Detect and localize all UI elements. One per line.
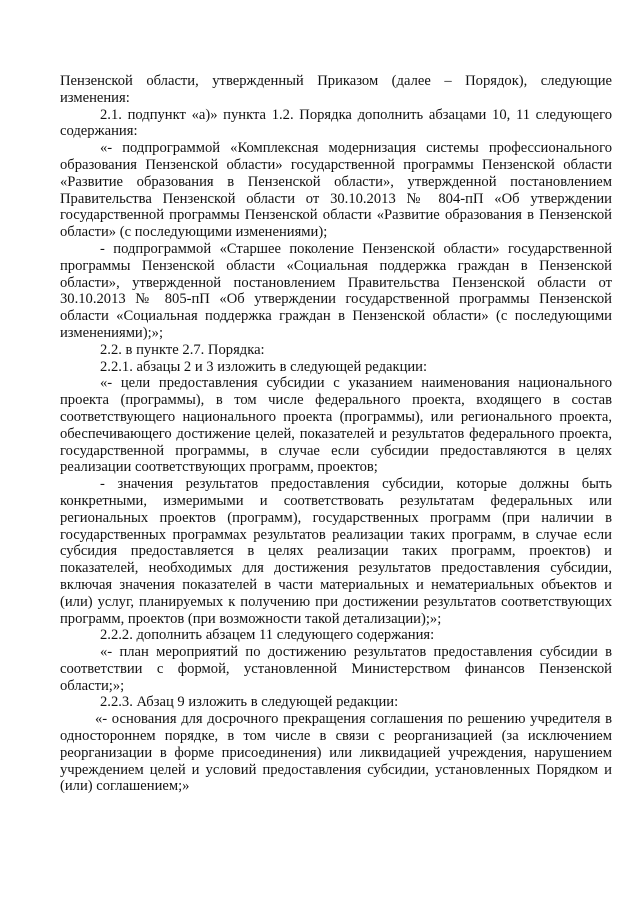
paragraph-termination-grounds: «- основания для досрочного прекращения соглашения по решению учредителя в одностороннем порядке, в том числе в связи с реорганизацией (за исключением реорганизации в форме присоединения) или ликвидацией учреждения, нарушением учреждением целей и условий предоставления субсидии, установленных Порядком и (или) соглашением;» bbox=[60, 711, 612, 795]
paragraph-intro: Пензенской области, утвержденный Приказом (далее – Порядок), следующие изменения: bbox=[60, 73, 612, 106]
document-page bbox=[60, 73, 612, 795]
paragraph-2-2-1: 2.2.1. абзацы 2 и 3 изложить в следующей редакции: bbox=[100, 358, 428, 375]
paragraph-subsidy-goals: «- цели предоставления субсидии с указанием наименования национального проекта (программы), в том числе федерального проекта, входящего в состав соответствующего национального проекта (программы), или регионального проекта, обеспечивающего достижение целей, показателей и результатов федерального проекта, государственной программы, в случае если субсидии предоставляются в целях реализации соответствующих программ, проектов; bbox=[60, 375, 612, 476]
paragraph-action-plan: «- план мероприятий по достижению результатов предоставления субсидии в соответствии с формой, установленной Министерством финансов Пензенской области;»; bbox=[60, 644, 612, 694]
paragraph-2-2: 2.2. в пункте 2.7. Порядка: bbox=[100, 341, 265, 358]
paragraph-2-2-2: 2.2.2. дополнить абзацем 11 следующего содержания: bbox=[100, 627, 435, 644]
paragraph-subprogram-education: «- подпрограммой «Комплексная модернизация системы профессионального образования Пензенской области» государственной программы Пензенской области «Развитие образования в Пензенской области», утвержденной постановлением Правительства Пензенской области от 30.10.2013 № 804-пП «Об утверждении государственной программы Пензенской области «Развитие образования в Пензенской области» (с последующими изменениями); bbox=[60, 140, 612, 241]
paragraph-subsidy-results: - значения результатов предоставления субсидии, которые должны быть конкретными, измеримыми и соответствовать результатам федеральных или региональных проектов (программ), государственных программ (при наличии в государственных программах результатов реализации таких программ, в случае если субсидия предоставляется в целях реализации таких программ, проектов) и показателей, необходимых для достижения результатов предоставления субсидии, включая значения показателей в части материальных и нематериальных объектов и (или) услуг, планируемых к получению при достижении результатов соответствующих программ, проектов (при возможности такой детализации);»; bbox=[60, 476, 612, 627]
paragraph-subprogram-elderly: - подпрограммой «Старшее поколение Пензенской области» государственной программы Пензенской области «Социальная поддержка граждан в Пензенской области», утвержденной постановлением Правительства Пензенской области от 30.10.2013 № 805-пП «Об утверждении государственной программы Пензенской области «Социальная поддержка граждан в Пензенской области» (с последующими изменениями);»; bbox=[60, 240, 612, 341]
paragraph-2-2-3: 2.2.3. Абзац 9 изложить в следующей редакции: bbox=[100, 694, 399, 711]
paragraph-2-1: 2.1. подпункт «а)» пункта 1.2. Порядка дополнить абзацами 10, 11 следующего содержания: bbox=[60, 106, 612, 140]
